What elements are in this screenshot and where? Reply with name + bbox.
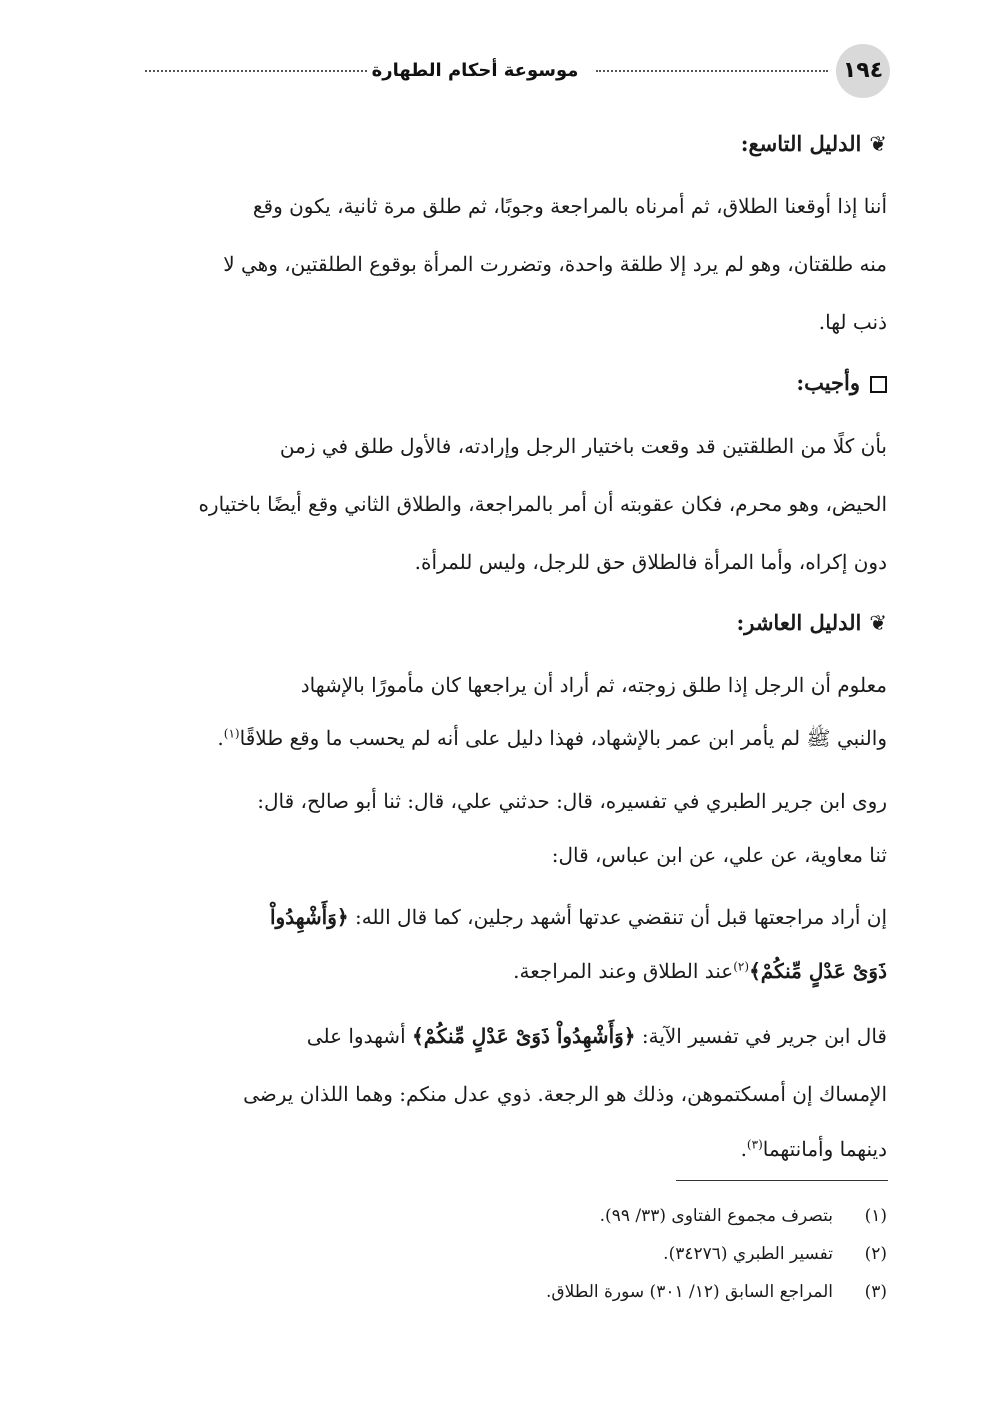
- footnote-separator: [676, 1180, 888, 1181]
- page-number: ١٩٤: [836, 44, 890, 98]
- paragraph-line: [145, 942, 887, 1000]
- footnote-marker: (٣): [746, 1137, 763, 1152]
- answer-heading: [145, 354, 887, 412]
- paragraph-line: الحيض، وهو محرم، فكان عقوبته أن أمر بالمراجعة، والطلاق الثاني وقع أيضًا باختياره: [198, 492, 887, 516]
- line-text: قال ابن جرير في تفسير الآية:: [635, 1024, 887, 1048]
- paragraph-line: ذنب لها.: [818, 310, 887, 334]
- paragraph-line: [145, 709, 887, 767]
- line-text: .: [217, 726, 224, 750]
- line-text: أشهدوا على: [306, 1024, 412, 1048]
- footnote-text: تفسير الطبري (٣٤٢٧٦).: [663, 1244, 833, 1264]
- leaf-ornament-icon: ❦: [869, 611, 887, 635]
- footnote-item: [145, 1198, 887, 1234]
- heading-text: الدليل العاشر:: [736, 610, 862, 635]
- paragraph-line: [145, 1120, 887, 1178]
- header-dotted-rule-right: [596, 70, 828, 72]
- paragraph-line: بأن كلًا من الطلقتين قد وقعت باختيار الرجل وإرادته، فالأول طلق في زمن: [279, 434, 887, 458]
- heading-text: وأجيب:: [796, 370, 860, 395]
- line-text: .: [740, 1137, 747, 1161]
- footnote-text: بتصرف مجموع الفتاوى (٣٣/ ٩٩).: [599, 1206, 833, 1226]
- quran-verse: ذَوَىْ عَدْلٍ مِّنكُمْ﴾: [749, 959, 887, 983]
- quran-verse: ﴿وَأَشْهِدُواْ: [269, 905, 349, 929]
- footnote-number: (٣): [864, 1282, 887, 1302]
- book-title: موسوعة أحكام الطهارة: [371, 60, 579, 81]
- paragraph-line: [145, 888, 887, 946]
- paragraph-line: دون إكراه، وأما المرأة فالطلاق حق للرجل، وليس للمرأة.: [414, 550, 887, 574]
- line-text: دينهما وأمانتهما: [762, 1137, 887, 1161]
- line-text: إن أراد مراجعتها قبل أن تنقضي عدتها أشهد رجلين، كما قال الله:: [348, 905, 887, 929]
- line-text: عند الطلاق وعند المراجعة.: [513, 959, 734, 983]
- square-icon: [870, 376, 887, 393]
- paragraph-line: أننا إذا أوقعنا الطلاق، ثم أمرناه بالمراجعة وجوبًا، ثم طلق مرة ثانية، يكون وقع: [252, 194, 887, 218]
- header-dotted-rule-left: [145, 70, 367, 72]
- footnote-marker: (١): [223, 726, 240, 741]
- paragraph-line: [145, 1007, 887, 1065]
- paragraph-line: الإمساك إن أمسكتموهن، وذلك هو الرجعة. ذوي عدل منكم: وهما اللذان يرضى: [243, 1082, 887, 1106]
- section-heading-ninth: [145, 115, 887, 173]
- section-heading-tenth: [145, 594, 887, 652]
- paragraph-line: معلوم أن الرجل إذا طلق زوجته، ثم أراد أن يراجعها كان مأمورًا بالإشهاد: [300, 673, 887, 697]
- line-text: والنبي ﷺ لم يأمر ابن عمر بالإشهاد، فهذا دليل على أنه لم يحسب ما وقع طلاقًا: [239, 726, 887, 750]
- quran-verse: ﴿وَأَشْهِدُواْ ذَوَىْ عَدْلٍ مِّنكُمْ﴾: [411, 1024, 636, 1048]
- paragraph-line: روى ابن جرير الطبري في تفسيره، قال: حدثني علي، قال: ثنا أبو صالح، قال:: [257, 789, 887, 813]
- footnote-number: (٢): [864, 1244, 887, 1264]
- heading-text: الدليل التاسع:: [740, 131, 862, 156]
- leaf-ornament-icon: ❦: [869, 132, 887, 156]
- footnote-marker: (٢): [733, 959, 750, 974]
- footnote-item: [145, 1274, 887, 1310]
- paragraph-line: ثنا معاوية، عن علي، عن ابن عباس، قال:: [551, 843, 887, 867]
- footnote-item: [145, 1236, 887, 1272]
- footnote-text: المراجع السابق (١٢/ ٣٠١) سورة الطلاق.: [546, 1282, 833, 1302]
- footnote-number: (١): [864, 1206, 887, 1226]
- paragraph-line: منه طلقتان، وهو لم يرد إلا طلقة واحدة، وتضررت المرأة بوقوع الطلقتين، وهي لا: [223, 252, 887, 276]
